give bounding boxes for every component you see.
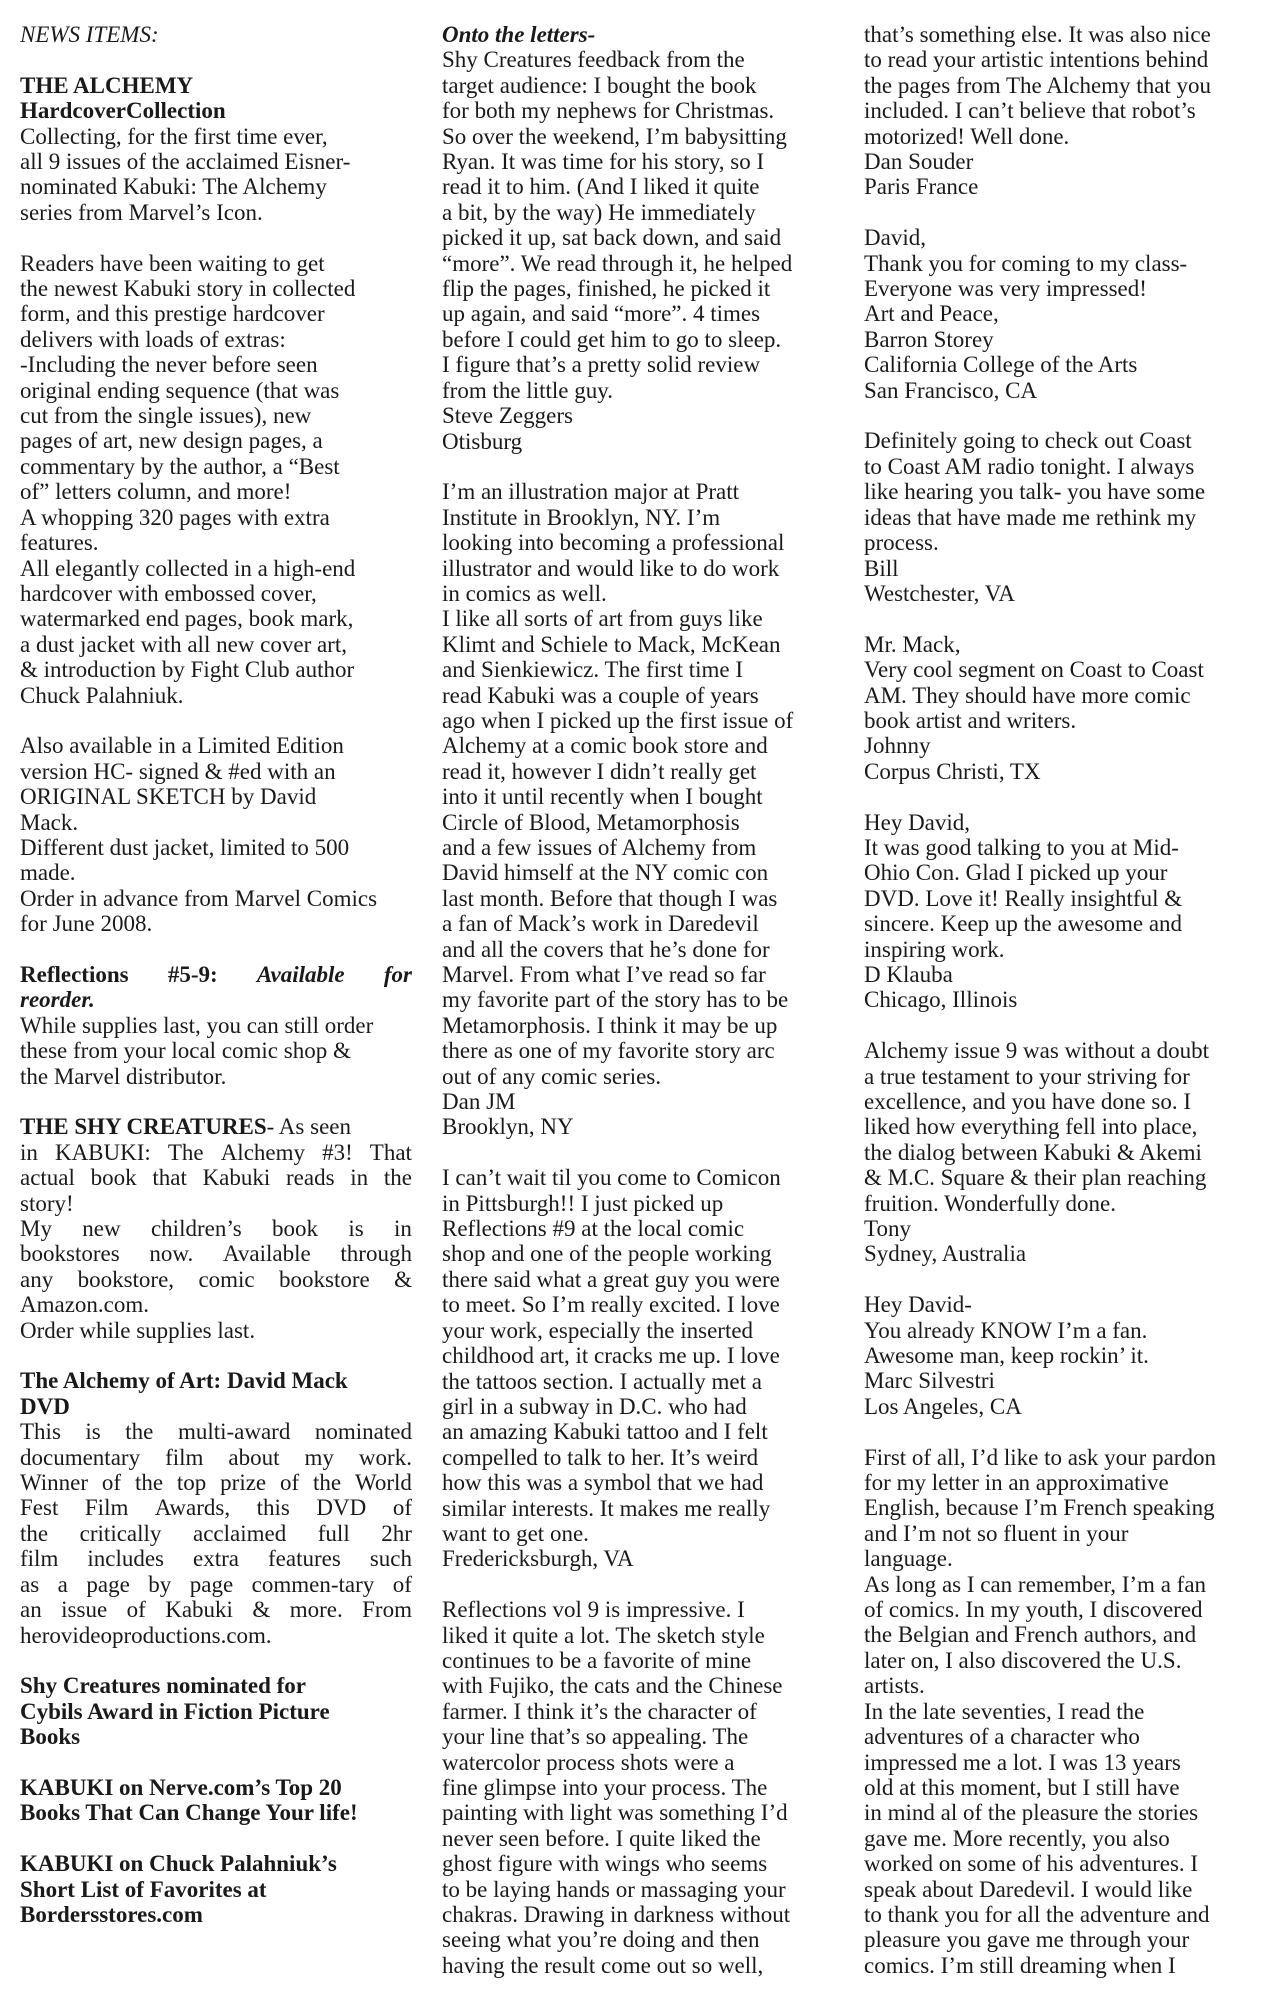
text-line: & M.C. Square & their plan reaching: [864, 1165, 1207, 1191]
text-line: Readers have been waiting to get: [20, 250, 325, 276]
text-line: my favorite part of the story has to be: [442, 987, 789, 1013]
text-line: While supplies last, you can still order: [20, 1012, 374, 1038]
text-line: Los Angeles, CA: [864, 1393, 1022, 1419]
text-line: looking into becoming a professional: [442, 530, 785, 556]
text-line: for June 2008.: [20, 911, 153, 937]
text-line: Marc Silvestri: [864, 1368, 995, 1394]
shy-creatures-heading-text: [20, 1114, 351, 1139]
text-line: Shy Creatures nominated for: [20, 1673, 307, 1699]
text-line: and I’m not so fluent in your: [864, 1520, 1129, 1546]
text-line: read it, however I didn’t really get: [442, 758, 757, 784]
text-line: chakras. Drawing in darkness without: [442, 1902, 791, 1928]
text-line: childhood art, it cracks me up. I love: [442, 1343, 780, 1369]
text-line: Marvel. From what I’ve read so far: [442, 962, 766, 988]
dvd-body: [20, 1419, 412, 1648]
text-line: your line that’s so appealing. The: [442, 1724, 749, 1750]
text-line: It was good talking to you at Mid-: [864, 834, 1179, 860]
text-line: a bit, by the way) He immediately: [442, 199, 756, 225]
text-line: gave me. More recently, you also: [864, 1825, 1170, 1851]
text-line: I’m an illustration major at Pratt: [442, 479, 740, 505]
reflections-block: [20, 962, 412, 1089]
text-line: and all the covers that he’s done for: [442, 936, 770, 962]
text-line: English, because I’m French speaking: [864, 1495, 1215, 1521]
news-bold-item: [20, 1851, 412, 1927]
text-line: as a page by page commen-tary of: [20, 1571, 412, 1597]
text-line: of comics. In my youth, I discovered: [864, 1597, 1203, 1623]
text-line: Klimt and Schiele to Mack, McKean: [442, 631, 781, 657]
text-line: picked it up, sat back down, and said: [442, 225, 782, 251]
text-line: speak about Daredevil. I would like: [864, 1876, 1193, 1902]
text-line: Everyone was very impressed!: [864, 276, 1147, 302]
text-line: liked it quite a lot. The sketch style: [442, 1622, 765, 1648]
reflections-heading-word: Available: [256, 961, 345, 987]
text-line: language.: [864, 1546, 953, 1572]
text-line: before I could get him to go to sleep.: [442, 326, 782, 352]
text-line: Alchemy at a comic book store and: [442, 733, 768, 759]
text-line: features.: [20, 530, 99, 556]
text-line: similar interests. It makes me really: [442, 1495, 771, 1521]
text-line: old at this moment, but I still have: [864, 1774, 1180, 1800]
text-line: form, and this prestige hardcover: [20, 301, 325, 327]
letter-block: [442, 1165, 836, 1572]
text-line: KABUKI on Chuck Palahniuk’s: [20, 1851, 337, 1877]
text-line: film includes extra features such: [20, 1546, 412, 1572]
text-line: Cybils Award in Fiction Picture: [20, 1698, 330, 1724]
text-line: Art and Peace,: [864, 301, 999, 327]
letters-list: [442, 47, 836, 1978]
reflections-heading: [20, 962, 412, 987]
text-line: pleasure you gave me through your: [864, 1927, 1190, 1953]
text-line: how this was a symbol that we had: [442, 1470, 764, 1496]
text-line: delivers with loads of extras:: [20, 326, 286, 352]
letter-block: [864, 225, 1260, 403]
text-line: worked on some of his adventures. I: [864, 1851, 1199, 1877]
text-line: version HC- signed & #ed with an: [20, 758, 336, 784]
text-line: Dan JM: [442, 1089, 516, 1115]
text-line: later on, I also discovered the U.S.: [864, 1647, 1182, 1673]
text-line: there said what a great guy you were: [442, 1266, 780, 1292]
text-line: Fredericksburgh, VA: [442, 1546, 634, 1572]
text-line: to thank you for all the adventure and: [864, 1901, 1210, 1927]
text-line: impressed me a lot. I was 13 years: [864, 1749, 1181, 1775]
text-line: an issue of Kabuki & more. From: [20, 1597, 412, 1623]
letter-block: [864, 1292, 1260, 1419]
alchemy-details-block: [20, 251, 412, 708]
text-line: Awesome man, keep rockin’ it.: [864, 1343, 1149, 1369]
text-line: to be laying hands or massaging your: [442, 1876, 786, 1902]
text-line: Chuck Palahniuk.: [20, 682, 184, 708]
text-line: all 9 issues of the acclaimed Eisner-: [20, 149, 351, 175]
text-line: these from your local comic shop &: [20, 1038, 351, 1064]
reflections-heading-word: for: [383, 961, 412, 987]
text-line: read Kabuki was a couple of years: [442, 682, 759, 708]
text-line: Metamorphosis. I think it may be up: [442, 1012, 778, 1038]
text-line: read it to him. (And I liked it quite: [442, 174, 760, 200]
text-line: a true testament to your striving for: [864, 1063, 1190, 1089]
text-line: and Sienkiewicz. The first time I: [442, 657, 744, 683]
text-line: seeing what you’re doing and then: [442, 1927, 760, 1953]
text-line: sincere. Keep up the awesome and: [864, 911, 1183, 937]
text-line: target audience: I bought the book: [442, 72, 757, 98]
text-line: included. I can’t believe that robot’s: [864, 98, 1196, 124]
text-line: of” letters column, and more!: [20, 479, 292, 505]
text-line: to meet. So I’m really excited. I love: [442, 1292, 780, 1318]
text-line: Alchemy issue 9 was without a doubt: [864, 1038, 1209, 1064]
text-line: painting with light was something I’d: [442, 1800, 788, 1826]
text-line: First of all, I’d like to ask your pardon: [864, 1444, 1216, 1470]
shy-creatures-body: [20, 1140, 412, 1343]
text-line: So over the weekend, I’m babysitting: [442, 123, 787, 149]
text-line: ago when I picked up the first issue of: [442, 707, 794, 733]
text-line: continues to be a favorite of mine: [442, 1647, 752, 1673]
text-line: watercolor process shots were a: [442, 1749, 735, 1775]
text-line: Thank you for coming to my class-: [864, 250, 1188, 276]
text-line: -Including the never before seen: [20, 352, 318, 378]
text-line: ghost figure with wings who seems: [442, 1851, 768, 1877]
news-bold-item: [20, 1673, 412, 1749]
text-line: Mack.: [20, 809, 79, 835]
letters-column-1: [442, 22, 836, 1992]
text-line: in KABUKI: The Alchemy #3! That: [20, 1139, 412, 1165]
text-line: Paris France: [864, 174, 979, 200]
section-title: NEWS ITEMS:: [20, 22, 159, 47]
text-line: Different dust jacket, limited to 500: [20, 834, 350, 860]
text-line: This is the multi-award nominated: [20, 1419, 412, 1445]
news-items-column: [20, 22, 412, 1992]
text-line: an amazing Kabuki tattoo and I felt: [442, 1419, 768, 1445]
text-line: & introduction by Fight Club author: [20, 657, 355, 683]
text-line: your work, especially the inserted: [442, 1317, 754, 1343]
text-line: Very cool segment on Coast to Coast: [864, 657, 1204, 683]
text-line: book artist and writers.: [864, 707, 1077, 733]
text-line: documentary film about my work.: [20, 1444, 412, 1470]
dvd-title-line: DVD: [20, 1393, 70, 1419]
alchemy-intro-lines: [20, 124, 412, 226]
letter-block: [864, 810, 1260, 1013]
text-line: Institute in Brooklyn, NY. I’m: [442, 504, 721, 530]
text-line: My new children’s book is in: [20, 1216, 412, 1242]
text-line: Also available in a Limited Edition: [20, 733, 344, 759]
text-line: Amazon.com.: [20, 1292, 150, 1318]
letters-column-2: [864, 22, 1260, 1992]
text-line: I figure that’s a pretty solid review: [442, 352, 761, 378]
text-line: I like all sorts of art from guys like: [442, 606, 763, 632]
text-line: Winner of the top prize of the World: [20, 1470, 412, 1496]
text-line: As long as I can remember, I’m a fan: [864, 1571, 1207, 1597]
text-line: a dust jacket with all new cover art,: [20, 631, 347, 657]
text-line: Collecting, for the first time ever,: [20, 123, 328, 149]
text-line: I can’t wait til you come to Comicon: [442, 1165, 781, 1191]
letter-block: [864, 1038, 1260, 1267]
text-line: liked how everything fell into place,: [864, 1114, 1198, 1140]
text-line: California College of the Arts: [864, 352, 1138, 378]
text-line: Corpus Christi, TX: [864, 758, 1041, 784]
text-line: DVD. Love it! Really insightful &: [864, 885, 1183, 911]
letter-block: [864, 632, 1260, 784]
text-line: Reflections vol 9 is impressive. I: [442, 1597, 745, 1623]
text-line: artists.: [864, 1673, 925, 1699]
text-line: out of any comic series.: [442, 1063, 662, 1089]
text-line: girl in a subway in D.C. who had: [442, 1393, 747, 1419]
text-line: process.: [864, 530, 939, 556]
text-line: Brooklyn, NY: [442, 1114, 574, 1140]
text-line: Tony: [864, 1216, 911, 1242]
text-line: in comics as well.: [442, 580, 607, 606]
news-items-heading-block: [20, 22, 412, 47]
dvd-title-line: The Alchemy of Art: David Mack: [20, 1368, 348, 1394]
shy-creatures-title: THE SHY CREATURES: [20, 1114, 267, 1140]
alchemy-intro-block: [20, 73, 412, 225]
text-line: to read your artistic intentions behind: [864, 47, 1209, 73]
text-line: motorized! Well done.: [864, 123, 1070, 149]
reflections-body: [20, 1013, 412, 1089]
text-line: nominated Kabuki: The Alchemy: [20, 174, 327, 200]
text-line: last month. Before that though I was: [442, 885, 778, 911]
text-line: series from Marvel’s Icon.: [20, 199, 263, 225]
text-line: want to get one.: [442, 1520, 589, 1546]
text-line: story!: [20, 1190, 74, 1216]
text-line: illustrator and would like to do work: [442, 555, 780, 581]
text-line: Mr. Mack,: [864, 631, 961, 657]
text-line: actual book that Kabuki reads in the: [20, 1165, 412, 1191]
text-line: bookstores now. Available through: [20, 1241, 412, 1267]
text-line: hardcover with embossed cover,: [20, 580, 317, 606]
text-line: pages of art, new design pages, a: [20, 428, 323, 454]
text-line: never seen before. I quite liked the: [442, 1825, 761, 1851]
text-line: comics. I’m still dreaming when I: [864, 1952, 1176, 1978]
text-line: Fest Film Awards, this DVD of: [20, 1495, 412, 1521]
text-line: the dialog between Kabuki & Akemi: [864, 1139, 1202, 1165]
text-line: Order while supplies last.: [20, 1317, 256, 1343]
text-line: fine glimpse into your process. The: [442, 1774, 768, 1800]
text-line: in mind al of the pleasure the stories: [864, 1800, 1199, 1826]
text-line: San Francisco, CA: [864, 377, 1038, 403]
text-line: having the result come out so well,: [442, 1952, 764, 1978]
text-line: Westchester, VA: [864, 580, 1015, 606]
text-line: excellence, and you have done so. I: [864, 1088, 1191, 1114]
text-line: the newest Kabuki story in collected: [20, 276, 356, 302]
alchemy-subtitle: HardcoverCollection: [20, 98, 226, 124]
text-line: farmer. I think it’s the character of: [442, 1698, 757, 1724]
text-line: David himself at the NY comic con: [442, 860, 769, 886]
text-line: Otisburg: [442, 428, 523, 454]
text-line: Hey David,: [864, 809, 971, 835]
text-line: Books: [20, 1724, 81, 1750]
text-line: and a few issues of Alchemy from: [442, 834, 757, 860]
text-line: fruition. Wonderfully done.: [864, 1190, 1116, 1216]
text-line: made.: [20, 860, 76, 886]
text-line: “more”. We read through it, he helped: [442, 250, 793, 276]
text-line: the critically acclaimed full 2hr: [20, 1520, 412, 1546]
reflections-heading-word: #5-9:: [167, 961, 218, 987]
text-line: adventures of a character who: [864, 1724, 1140, 1750]
dvd-block: [20, 1368, 412, 1647]
text-line: Ohio Con. Glad I picked up your: [864, 860, 1168, 886]
letter-block: [864, 22, 1260, 200]
text-line: A whopping 320 pages with extra: [20, 504, 330, 530]
text-line: AM. They should have more comic: [864, 682, 1191, 708]
text-line: D Klauba: [864, 961, 953, 987]
text-line: the Marvel distributor.: [20, 1063, 227, 1089]
text-line: that’s something else. It was also nice: [864, 22, 1211, 47]
reflections-heading-word: Reflections: [20, 961, 129, 987]
text-line: compelled to talk to her. It’s weird: [442, 1444, 759, 1470]
text-line: Definitely going to check out Coast: [864, 428, 1192, 454]
text-line: in Pittsburgh!! I just picked up: [442, 1190, 724, 1216]
text-line: Reflections #9 at the local comic: [442, 1216, 745, 1242]
text-line: like hearing you talk- you have some: [864, 479, 1206, 505]
text-line: KABUKI on Nerve.com’s Top 20: [20, 1774, 342, 1800]
news-bold-item: [20, 1775, 412, 1826]
text-line: Ryan. It was time for his story, so I: [442, 149, 765, 175]
text-line: Bordersstores.com: [20, 1901, 203, 1927]
shy-creatures-block: [20, 1114, 412, 1343]
text-line: original ending sequence (that was: [20, 377, 340, 403]
text-line: All elegantly collected in a high-end: [20, 555, 356, 581]
text-line: Chicago, Illinois: [864, 987, 1018, 1013]
text-line: You already KNOW I’m a fan.: [864, 1317, 1148, 1343]
alchemy-limited-block: [20, 733, 412, 936]
letters-heading: Onto the letters-: [442, 22, 596, 47]
reflections-heading-line2: reorder.: [20, 987, 95, 1013]
text-line: with Fujiko, the cats and the Chinese: [442, 1673, 783, 1699]
alchemy-title: THE ALCHEMY: [20, 72, 194, 98]
text-line: shop and one of the people working: [442, 1241, 772, 1267]
letter-block: [442, 479, 836, 1140]
text-line: any bookstore, comic bookstore &: [20, 1266, 412, 1292]
text-line: for my letter in an approximative: [864, 1470, 1169, 1496]
text-line: Books That Can Change Your life!: [20, 1800, 358, 1826]
text-line: Shy Creatures feedback from the: [442, 47, 745, 73]
text-line: ideas that have made me rethink my: [864, 504, 1197, 530]
text-line: In the late seventies, I read the: [864, 1698, 1145, 1724]
text-line: Bill: [864, 555, 899, 581]
text-line: from the little guy.: [442, 377, 613, 403]
text-line: Order in advance from Marvel Comics: [20, 885, 378, 911]
text-line: flip the pages, finished, he picked it: [442, 276, 771, 302]
letter-block: [442, 47, 836, 454]
letter-block: [864, 428, 1260, 606]
text-line: up again, and said “more”. 4 times: [442, 301, 761, 327]
text-line: cut from the single issues), new: [20, 403, 312, 429]
text-line: the Belgian and French authors, and: [864, 1622, 1197, 1648]
text-line: Steve Zeggers: [442, 403, 573, 429]
text-line: the tattoos section. I actually met a: [442, 1368, 762, 1394]
text-line: Short List of Favorites at: [20, 1876, 267, 1902]
text-line: Sydney, Australia: [864, 1241, 1027, 1267]
text-line: there as one of my favorite story arc: [442, 1038, 775, 1064]
letter-block: [864, 1445, 1260, 1979]
text-line: to Coast AM radio tonight. I always: [864, 453, 1195, 479]
text-line: commentary by the author, a “Best: [20, 453, 340, 479]
text-line: a fan of Mack’s work in Daredevil: [442, 911, 759, 937]
shy-creatures-heading-rest: - As seen: [266, 1114, 351, 1140]
text-line: inspiring work.: [864, 936, 1005, 962]
shy-creatures-heading: [20, 1114, 412, 1139]
letter-block: [442, 1597, 836, 1978]
letters-list: [864, 22, 1260, 1978]
text-line: Dan Souder: [864, 149, 974, 175]
text-line: for both my nephews for Christmas.: [442, 98, 775, 124]
text-line: watermarked end pages, book mark,: [20, 606, 354, 632]
text-line: into it until recently when I bought: [442, 784, 763, 810]
text-line: Johnny: [864, 733, 931, 759]
text-line: the pages from The Alchemy that you: [864, 72, 1212, 98]
text-line: herovideoproductions.com.: [20, 1622, 272, 1648]
text-line: Hey David-: [864, 1292, 972, 1318]
text-line: Circle of Blood, Metamorphosis: [442, 809, 740, 835]
text-line: Barron Storey: [864, 326, 994, 352]
text-line: David,: [864, 225, 926, 251]
text-line: ORIGINAL SKETCH by David: [20, 784, 317, 810]
